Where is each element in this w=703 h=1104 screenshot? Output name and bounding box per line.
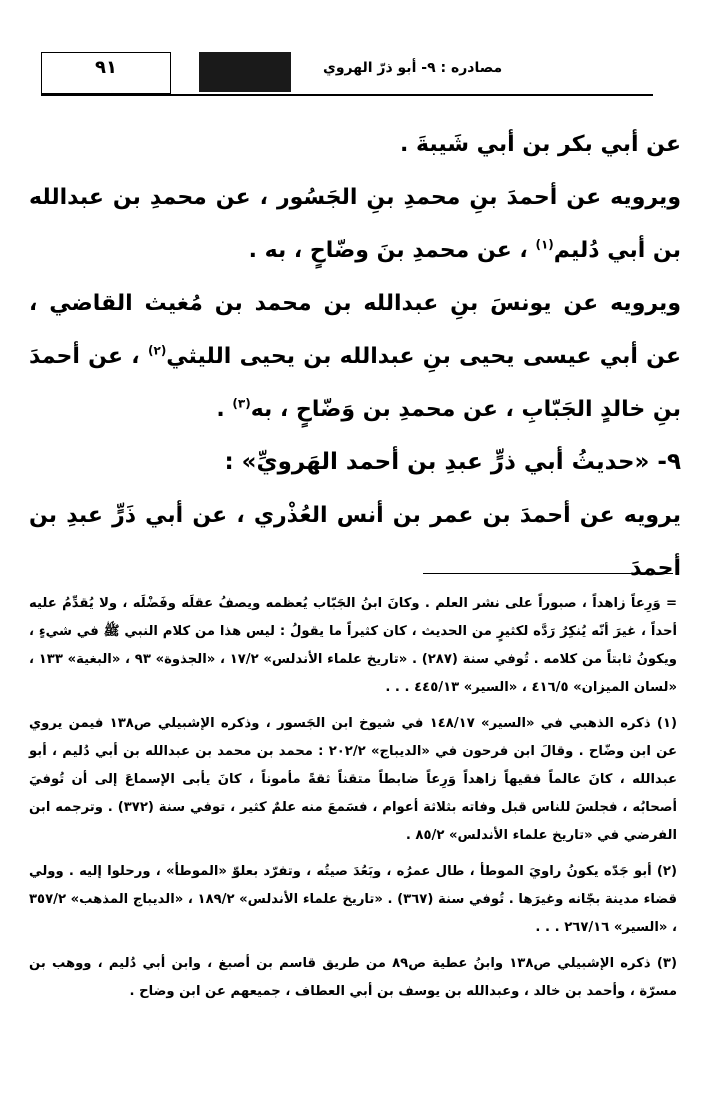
- section-heading: ٩- «حديثُ أبي ذرٍّ عبدِ بن أحمد الهَرويِّ» :: [224, 449, 681, 475]
- footnote-continued: = وَرِعاً زاهداً ، صبوراً على نشر العلم . وكانَ ابنُ الجَبّاب يُعظمه ويصفُ عقلَه وفَضْلَه ، ولا يُقدِّمُ عليه أحداً ، غيرَ أنّه يُنكِرُ رَدَّه لكثيرٍ من الحديث ، كان كثيراً ما يقولُ : ليس هذا من كلام النبي ﷺ في شيءٍ ، ويكونُ ثابتاً من كلامه . تُوفي سنة (٢٨٧) . «تاريخ علماء الأندلس» ١٧/٢ ، «الجذوة» ٩٣ ، «البغية» ١٣٣ ، «لسان الميزان» ٤١٦/٥ ، «السير» ٤٤٥/١٣ . . .: [29, 596, 677, 695]
- paragraph-4: يرويه عن أحمدَ بن عمر بن أنس العُذْري ، عن أبي ذَرٍّ عبدِ بن أحمدَ: [29, 503, 681, 581]
- header-rule: [41, 94, 653, 96]
- paragraph-3-mid: ، عن أحمدَ بنِ خالدٍ الجَبّابِ ، عن محمدِ بن وَضّاحٍ ، به: [29, 344, 681, 422]
- footnote-1: (١) ذكره الذهبي في «السير» ١٤٨/١٧ في شيوخ ابن الجَسور ، وذكره الإشبيلي ص١٣٨ فيمن يروي عن ابن وضّاح . وقالَ ابن فرحون في «الديباج» ٢٠٢/٢ : محمد بن محمد بن عبدالله بن أبي دُليم ، أبو عبدالله ، كانَ عالماً فقيهاً زاهداً وَرِعاً ضابطاً متقناً ثقةً مأموناً ، كانَ يأبى الإسماعَ إلى أن تُوفيَ أصحابُه ، فجلسَ للناس قبل وفاته بثلاثة أعوام ، فسَمعَ منه علمٌ كثير ، توفي سنة (٣٧٢) . وترجمه ابن الفرضي في «تاريخ علماء الأندلس» ٨٥/٢ .: [29, 716, 677, 843]
- footnote-3: (٣) ذكره الإشبيلي ص١٣٨ وابنُ عطية ص٨٩ من طريق قاسم بن أصبغ ، وابن أبي دُليم ، ووهب بن مسرّة ، وأحمد بن خالد ، وعبدالله بن يوسف بن أبي العطاف ، جميعهم عن ابن وضاح .: [29, 956, 677, 999]
- paragraph-2: [29, 171, 681, 277]
- footnote-separator: [423, 573, 673, 574]
- paragraph-3-main: ويرويه عن يونسَ بنِ عبدالله بن محمد بن مُغيث القاضي ، عن أبي عيسى يحيى بنِ عبدالله بن يحيى الليثي: [29, 291, 682, 369]
- page-header: [41, 52, 653, 96]
- running-title: مصادره : ٩- أبو ذرّ الهروي: [323, 60, 503, 76]
- footnote-ref-1[interactable]: (١): [535, 237, 554, 252]
- paragraph-3: [29, 277, 681, 436]
- footnote-ref-3[interactable]: (٣): [232, 396, 251, 411]
- paragraph-3-end: .: [216, 397, 225, 422]
- main-text: [29, 118, 681, 595]
- paragraph-2-tail: ، عن محمدِ بنَ وضّاحٍ ، به .: [248, 238, 528, 263]
- footnote-ref-2[interactable]: (٢): [148, 343, 167, 358]
- page-number: ٩١: [95, 57, 117, 78]
- page-number-box: [41, 52, 171, 94]
- paragraph-1: عن أبي بكر بن أبي شَيبةَ .: [400, 132, 681, 157]
- header-decoration: [199, 52, 291, 92]
- footnote-2: (٢) أبو جَدّه يكونُ راويَ الموطأ ، طال عمرُه ، وبَعُدَ صيتُه ، وتفرّد بعلوّ «الموطأ» ، ورحلوا إليه . وولي قضاء مدينة بجّانه وغيرَها . تُوفي سنة (٣٦٧) . «تاريخ علماء الأندلس» ١٨٩/٢ ، «الديباج المذهب» ٣٥٧/٢ ، «السير» ٢٦٧/١٦ . . .: [29, 864, 678, 935]
- paragraph-2-main: ويرويه عن أحمدَ بنِ محمدِ بنِ الجَسُور ، عن محمدِ بن عبدالله بن أبي دُليم: [29, 185, 681, 263]
- footnotes: [29, 590, 677, 1014]
